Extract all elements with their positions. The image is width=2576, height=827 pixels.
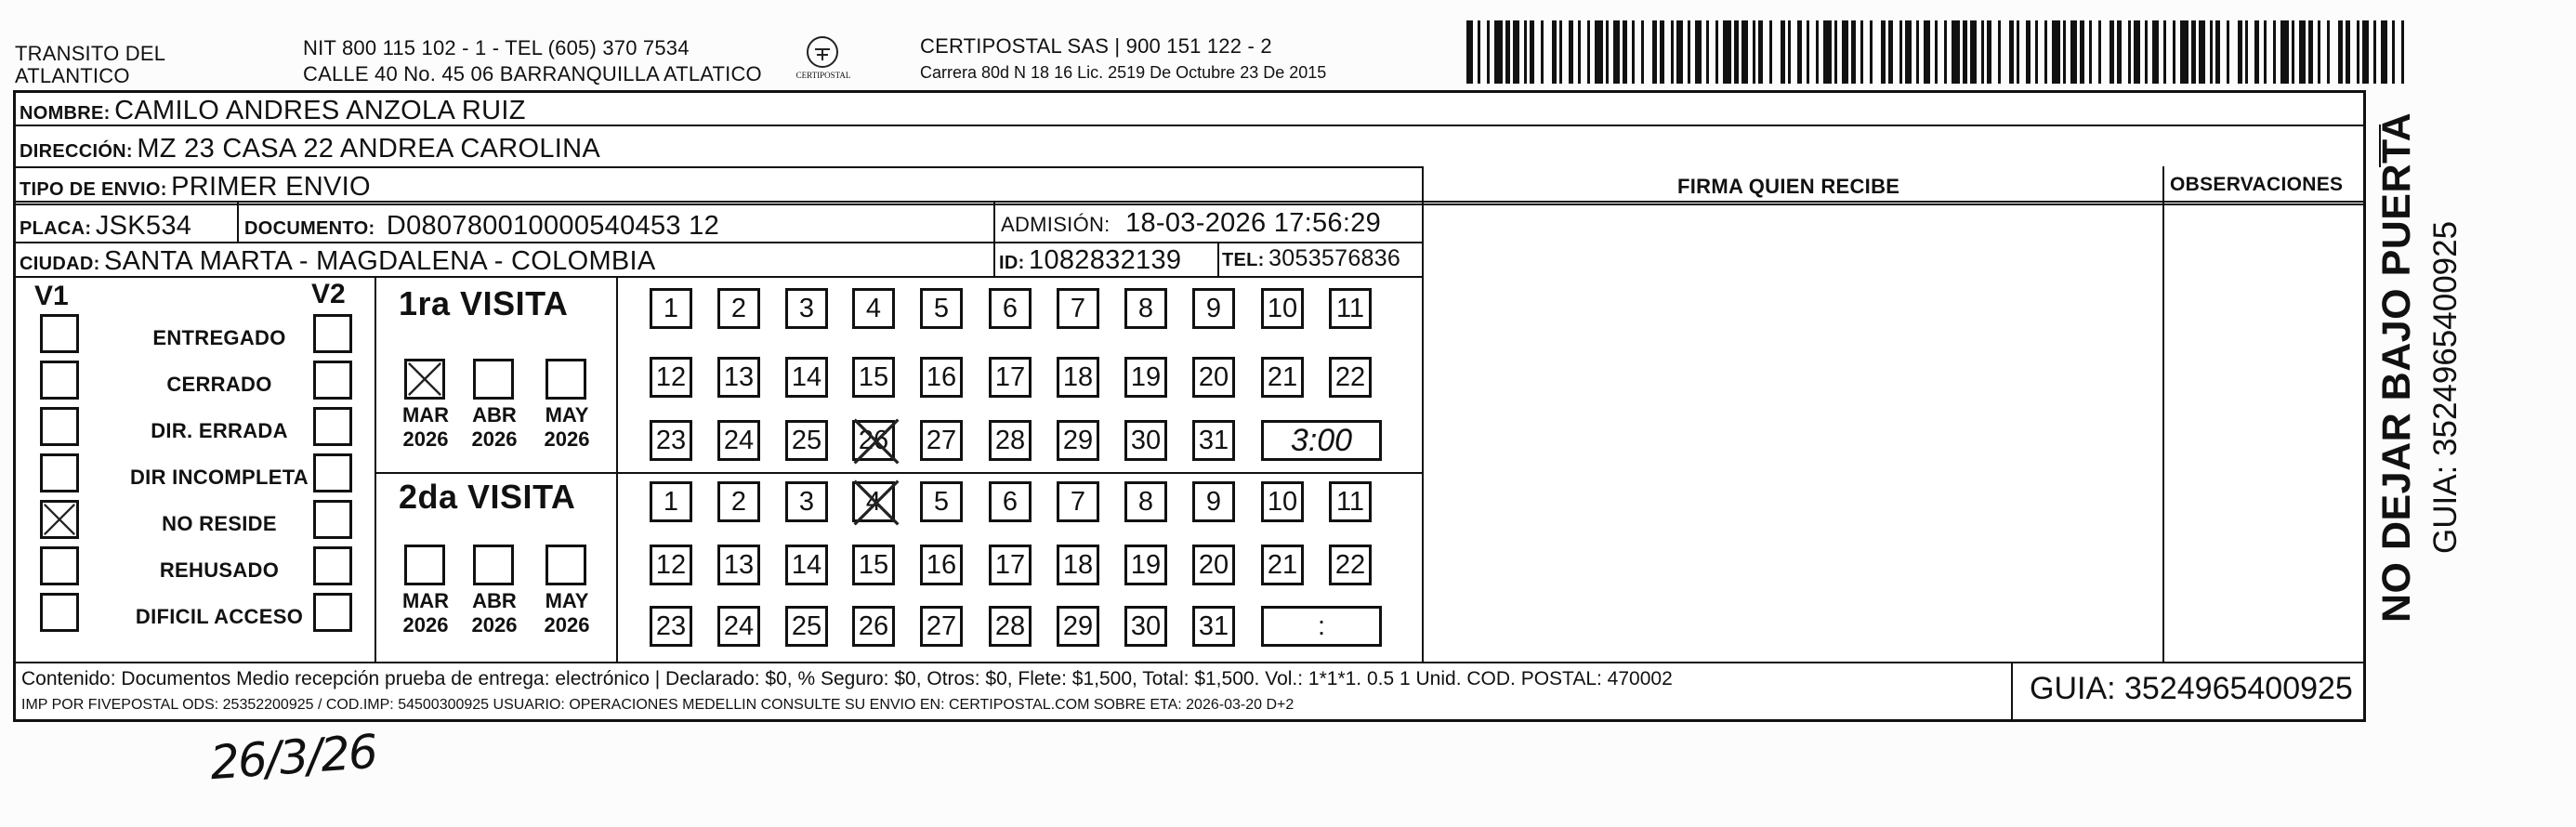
time-box[interactable]: : bbox=[1261, 606, 1382, 647]
handwritten-date: 26/3/26 bbox=[208, 724, 378, 791]
month-checkbox[interactable] bbox=[473, 359, 514, 400]
barcode-bar bbox=[1613, 20, 1620, 84]
barcode-bar bbox=[1970, 20, 1977, 84]
license-line: Carrera 80d N 18 16 Lic. 2519 De Octubre 23 De 2015 bbox=[920, 63, 1327, 82]
day-box[interactable]: 1 bbox=[650, 288, 692, 329]
barcode-bar bbox=[1635, 20, 1641, 84]
day-box[interactable]: 21 bbox=[1261, 357, 1304, 398]
barcode-bar bbox=[1534, 20, 1541, 84]
status-label: ENTREGADO bbox=[152, 326, 286, 349]
barcode-bar bbox=[1709, 20, 1715, 84]
month-year: 2026 bbox=[402, 613, 449, 637]
barcode-bar bbox=[2330, 20, 2338, 84]
barcode-bar bbox=[2299, 20, 2306, 84]
barcode-bar bbox=[1664, 20, 1671, 84]
day-box[interactable]: 27 bbox=[920, 420, 963, 461]
day-box[interactable]: 16 bbox=[920, 357, 963, 398]
placa-label: PLACA: bbox=[20, 218, 92, 239]
day-cross-mark bbox=[851, 417, 901, 466]
v1-checkbox[interactable] bbox=[40, 593, 79, 632]
placa-row bbox=[20, 211, 191, 242]
day-box[interactable]: 9 bbox=[1192, 481, 1235, 522]
day-box[interactable]: 30 bbox=[1124, 606, 1167, 647]
day-box[interactable]: 23 bbox=[650, 606, 692, 647]
day-box[interactable]: 21 bbox=[1261, 545, 1304, 585]
admision-row bbox=[1001, 208, 1381, 239]
barcode-bar bbox=[1924, 20, 1930, 84]
status-label: REHUSADO bbox=[159, 558, 280, 582]
month-label bbox=[393, 589, 458, 637]
day-box[interactable]: 2 bbox=[717, 481, 760, 522]
v1-header: V1 bbox=[34, 281, 69, 311]
v2-header: V2 bbox=[311, 279, 346, 309]
month-label bbox=[462, 403, 527, 452]
day-box[interactable]: 6 bbox=[989, 481, 1032, 522]
barcode-bar bbox=[1695, 20, 1702, 84]
v1-checkbox[interactable] bbox=[40, 500, 79, 539]
day-box[interactable]: 29 bbox=[1057, 606, 1099, 647]
day-box[interactable]: 12 bbox=[650, 357, 692, 398]
barcode-bar bbox=[1595, 20, 1603, 84]
second-visit-title: 2da VISITA bbox=[399, 478, 576, 516]
tipo-envio-row bbox=[20, 172, 371, 203]
status-label: DIFICIL ACCESO bbox=[135, 605, 304, 628]
tel-row bbox=[1222, 245, 1400, 272]
documento-label: DOCUMENTO: bbox=[244, 218, 375, 239]
admision-value: 18-03-2026 17:56:29 bbox=[1125, 208, 1382, 238]
nombre-row bbox=[20, 96, 526, 126]
barcode-bar bbox=[1938, 20, 1944, 84]
status-label: NO RESIDE bbox=[162, 512, 277, 535]
day-cross-mark bbox=[851, 479, 901, 527]
barcode-bar bbox=[2092, 20, 2098, 84]
month-label bbox=[393, 403, 458, 452]
barcode-bar bbox=[2166, 20, 2173, 84]
tel-value: 3053576836 bbox=[1268, 245, 1401, 271]
v1-checkbox[interactable] bbox=[40, 407, 79, 446]
barcode-bar bbox=[2052, 20, 2060, 84]
barcode-bar bbox=[2229, 20, 2238, 84]
day-box[interactable]: 5 bbox=[920, 288, 963, 329]
v1-checkbox[interactable] bbox=[40, 546, 79, 585]
direccion-label: DIRECCIÓN: bbox=[20, 141, 133, 162]
nombre-label: NOMBRE: bbox=[20, 103, 111, 124]
barcode-bar bbox=[2122, 20, 2128, 84]
transit-name-line2: ATLANTICO bbox=[15, 64, 130, 87]
barcode-bar bbox=[2395, 20, 2401, 84]
logo-text: CERTIPOSTAL bbox=[795, 71, 851, 80]
barcode-bar bbox=[1791, 20, 1797, 84]
barcode-bar bbox=[2001, 20, 2009, 84]
barcode-bar bbox=[2101, 20, 2109, 84]
barcode-bar bbox=[2180, 20, 2188, 84]
barcode-bar bbox=[1741, 20, 1748, 84]
day-box[interactable]: 25 bbox=[785, 606, 828, 647]
day-box[interactable]: 3 bbox=[785, 288, 828, 329]
month-name: MAY bbox=[545, 589, 589, 612]
day-box[interactable]: 15 bbox=[852, 545, 895, 585]
day-box[interactable]: 7 bbox=[1057, 481, 1099, 522]
barcode-bar bbox=[1952, 20, 1960, 84]
imp-line: IMP POR FIVEPOSTAL ODS: 25352200925 / COD.IMP: 54500300925 USUARIO: OPERACIONES MEDELLIN CONSULTE SU ENVIO EN: CERTIPOSTAL.COM SOBRE ETA: 2026-03-20 D+2 bbox=[21, 697, 1295, 713]
day-box[interactable]: 1 bbox=[650, 481, 692, 522]
day-box[interactable]: 18 bbox=[1057, 545, 1099, 585]
day-box[interactable]: 31 bbox=[1192, 420, 1235, 461]
month-year: 2026 bbox=[471, 613, 518, 637]
firma-label: FIRMA QUIEN RECIBE bbox=[1677, 175, 1900, 198]
day-box[interactable]: 24 bbox=[717, 420, 760, 461]
day-box[interactable]: 8 bbox=[1124, 481, 1167, 522]
day-box[interactable]: 27 bbox=[920, 606, 963, 647]
barcode-bar bbox=[2070, 20, 2077, 84]
day-box[interactable]: 7 bbox=[1057, 288, 1099, 329]
barcode-bar bbox=[1581, 20, 1587, 84]
status-label: DIR INCOMPLETA bbox=[129, 466, 309, 489]
observaciones-label: OBSERVACIONES bbox=[2170, 174, 2344, 195]
day-box[interactable]: 12 bbox=[650, 545, 692, 585]
month-name: MAY bbox=[545, 403, 589, 427]
v2-checkbox[interactable] bbox=[313, 593, 352, 632]
tipo-envio-label: TIPO DE ENVIO: bbox=[20, 179, 167, 200]
day-box[interactable]: 17 bbox=[989, 545, 1032, 585]
id-label: ID: bbox=[999, 253, 1025, 273]
nombre-value: CAMILO ANDRES ANZOLA RUIZ bbox=[114, 96, 526, 125]
month-year: 2026 bbox=[402, 427, 449, 451]
day-box[interactable]: 9 bbox=[1192, 288, 1235, 329]
v1-checkbox[interactable] bbox=[40, 361, 79, 400]
barcode-bar bbox=[2267, 20, 2273, 84]
barcode-bar bbox=[1562, 20, 1569, 84]
v1-checkbox[interactable] bbox=[40, 453, 79, 492]
barcode-bar bbox=[2404, 20, 2407, 84]
month-checkbox[interactable] bbox=[473, 545, 514, 585]
day-box[interactable]: 20 bbox=[1192, 545, 1235, 585]
barcode-bar bbox=[1863, 20, 1870, 84]
month-checkbox[interactable] bbox=[545, 545, 586, 585]
barcode-bar bbox=[1809, 20, 1816, 84]
id-row bbox=[999, 245, 1181, 276]
day-box[interactable]: 13 bbox=[717, 357, 760, 398]
month-checkbox[interactable] bbox=[545, 359, 586, 400]
day-box[interactable]: 19 bbox=[1124, 357, 1167, 398]
status-label: CERRADO bbox=[166, 373, 272, 396]
nit-line: NIT 800 115 102 - 1 - TEL (605) 370 7534 bbox=[303, 36, 690, 59]
placa-value: JSK534 bbox=[95, 211, 192, 241]
tel-label: TEL: bbox=[1222, 250, 1265, 270]
documento-value: D080780010000540453 12 bbox=[386, 211, 720, 241]
day-box[interactable]: 15 bbox=[852, 357, 895, 398]
barcode-bar bbox=[2248, 20, 2254, 84]
certipostal-logo bbox=[795, 33, 851, 85]
day-box[interactable]: 3 bbox=[785, 481, 828, 522]
day-box[interactable]: 28 bbox=[989, 420, 1032, 461]
barcode-bar bbox=[2381, 20, 2387, 84]
barcode-bar bbox=[1893, 20, 1899, 84]
address-line: CALLE 40 No. 45 06 BARRANQUILLA ATLATICO bbox=[303, 62, 762, 85]
month-name: MAR bbox=[401, 403, 450, 427]
barcode-bar bbox=[1466, 20, 1473, 84]
firma-header bbox=[1677, 175, 1899, 199]
month-name: ABR bbox=[472, 589, 517, 612]
day-box[interactable]: 14 bbox=[785, 357, 828, 398]
day-box[interactable]: 13 bbox=[717, 545, 760, 585]
barcode-bar bbox=[2350, 20, 2357, 84]
barcode-bar bbox=[1905, 20, 1912, 84]
barcode-bar bbox=[2152, 20, 2159, 84]
barcode-bar bbox=[1644, 20, 1652, 84]
barcode-bar bbox=[2220, 20, 2227, 84]
day-box[interactable]: 25 bbox=[785, 420, 828, 461]
day-box[interactable]: 10 bbox=[1261, 481, 1304, 522]
documento-row bbox=[244, 211, 719, 242]
no-dejar-bajo-puerta: NO DEJAR BAJO PUERTA bbox=[2374, 112, 2419, 623]
v2-checkbox[interactable] bbox=[313, 314, 352, 353]
day-box[interactable]: 26 bbox=[852, 606, 895, 647]
ciudad-value: SANTA MARTA - MAGDALENA - COLOMBIA bbox=[104, 246, 656, 276]
barcode-bar bbox=[1842, 20, 1848, 84]
v2-checkbox[interactable] bbox=[313, 500, 352, 539]
day-box[interactable]: 26 bbox=[852, 420, 895, 461]
v2-checkbox[interactable] bbox=[313, 453, 352, 492]
barcode-bar bbox=[1480, 20, 1487, 84]
day-box[interactable]: 19 bbox=[1124, 545, 1167, 585]
day-box[interactable]: 22 bbox=[1329, 545, 1372, 585]
day-box[interactable]: 17 bbox=[989, 357, 1032, 398]
side-guia: GUIA: 3524965400925 bbox=[2427, 220, 2464, 554]
day-box[interactable]: 23 bbox=[650, 420, 692, 461]
ciudad-label: CIUDAD: bbox=[20, 254, 100, 274]
v1-checkbox[interactable] bbox=[40, 314, 79, 353]
id-value: 1082832139 bbox=[1029, 245, 1182, 275]
barcode-bar bbox=[2019, 20, 2026, 84]
day-box[interactable]: 30 bbox=[1124, 420, 1167, 461]
day-box[interactable]: 8 bbox=[1124, 288, 1167, 329]
day-box[interactable]: 18 bbox=[1057, 357, 1099, 398]
first-visit-title: 1ra VISITA bbox=[399, 284, 569, 322]
tipo-envio-value: PRIMER ENVIO bbox=[171, 172, 371, 202]
day-box[interactable]: 4 bbox=[852, 481, 895, 522]
month-label bbox=[462, 589, 527, 637]
barcode-bar bbox=[1723, 20, 1731, 84]
barcode-bar bbox=[1991, 20, 1998, 84]
month-year: 2026 bbox=[544, 613, 590, 637]
month-year: 2026 bbox=[544, 427, 590, 451]
month-label bbox=[534, 589, 599, 637]
day-box[interactable]: 10 bbox=[1261, 288, 1304, 329]
day-box[interactable]: 24 bbox=[717, 606, 760, 647]
ciudad-row bbox=[20, 246, 656, 277]
observaciones-header bbox=[2170, 174, 2343, 196]
barcode-bar bbox=[1823, 20, 1832, 84]
barcode-bar bbox=[2320, 20, 2327, 84]
v2-checkbox[interactable] bbox=[313, 361, 352, 400]
day-box[interactable]: 22 bbox=[1329, 357, 1372, 398]
barcode-bar bbox=[1513, 20, 1519, 84]
barcode-bar bbox=[2362, 20, 2369, 84]
month-checkbox[interactable] bbox=[404, 359, 445, 400]
day-box[interactable]: 16 bbox=[920, 545, 963, 585]
barcode-bar bbox=[2134, 20, 2140, 84]
day-box[interactable]: 31 bbox=[1192, 606, 1235, 647]
barcode-bar bbox=[2199, 20, 2205, 84]
status-label: DIR. ERRADA bbox=[151, 419, 288, 442]
barcode-bar bbox=[2038, 20, 2044, 84]
guia-box: GUIA: 3524965400925 bbox=[2030, 671, 2353, 706]
direccion-value: MZ 23 CASA 22 ANDREA CAROLINA bbox=[137, 134, 600, 164]
time-box[interactable]: 3:00 bbox=[1261, 420, 1382, 461]
direccion-row bbox=[20, 134, 600, 164]
v2-checkbox[interactable] bbox=[313, 546, 352, 585]
day-box[interactable]: 14 bbox=[785, 545, 828, 585]
barcode-bar bbox=[1763, 20, 1769, 84]
contenido-line: Contenido: Documentos Medio recepción prueba de entrega: electrónico | Declarado: $0, % Seguro: $0, Otros: $0, Flete: $1,500, Total: $1,500. Vol.: 1*1*1. 0.5 1 Unid. COD. POSTAL: 470002 bbox=[21, 668, 1673, 689]
barcode-bar bbox=[1494, 20, 1503, 84]
barcode-bar bbox=[1676, 20, 1683, 84]
day-box[interactable]: 6 bbox=[989, 288, 1032, 329]
month-checkbox[interactable] bbox=[404, 545, 445, 585]
day-box[interactable]: 28 bbox=[989, 606, 1032, 647]
admision-label: ADMISIÓN: bbox=[1001, 213, 1111, 236]
day-box[interactable]: 5 bbox=[920, 481, 963, 522]
day-box[interactable]: 2 bbox=[717, 288, 760, 329]
barcode-bar bbox=[2280, 20, 2289, 84]
shipping-form bbox=[13, 90, 2366, 722]
month-name: MAR bbox=[401, 589, 450, 612]
day-box[interactable]: 11 bbox=[1329, 288, 1372, 329]
barcode-bar bbox=[1873, 20, 1881, 84]
day-box[interactable]: 20 bbox=[1192, 357, 1235, 398]
barcode bbox=[1466, 20, 2407, 84]
v2-checkbox[interactable] bbox=[313, 407, 352, 446]
day-box[interactable]: 29 bbox=[1057, 420, 1099, 461]
barcode-bar bbox=[1544, 20, 1552, 84]
month-label bbox=[534, 403, 599, 452]
month-year: 2026 bbox=[471, 427, 518, 451]
day-box[interactable]: 4 bbox=[852, 288, 895, 329]
company-line: CERTIPOSTAL SAS | 900 151 122 - 2 bbox=[920, 34, 1272, 58]
barcode-bar bbox=[1772, 20, 1781, 84]
day-box[interactable]: 11 bbox=[1329, 481, 1372, 522]
month-name: ABR bbox=[472, 403, 517, 427]
transit-name-line1: TRANSITO DEL bbox=[15, 42, 166, 65]
